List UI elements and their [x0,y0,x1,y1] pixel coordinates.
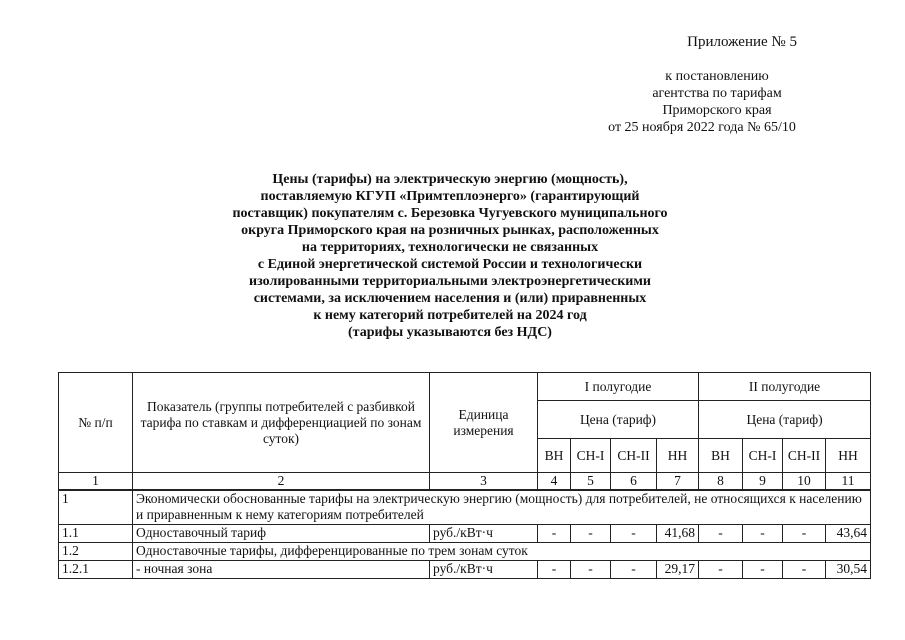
table-row [59,490,871,524]
price-value: 41,68 [657,524,699,542]
row-unit: руб./кВт·ч [430,524,538,542]
price-value: 29,17 [657,560,699,578]
section-title: Экономически обоснованные тарифы на электрическую энергию (мощность) для потребителей, не относящихся к населению и приравненным к нему категориям потребителей [133,490,871,524]
price-value: - [783,524,826,542]
price-value: 43,64 [826,524,871,542]
tariff-table [58,372,871,579]
column-number: 2 [133,473,430,491]
price-value: - [538,560,571,578]
table-row [59,524,871,542]
column-number: 5 [571,473,611,491]
annex-number: Приложение № 5 [687,34,797,50]
price-value: - [699,524,743,542]
title-line: изолированными территориальными электроэнергетическими [249,274,651,289]
decree-line: агентства по тарифам [652,86,782,101]
price-value: - [538,524,571,542]
subheader-nn: НН [826,439,871,473]
row-number: 1.2.1 [59,560,133,578]
title-line: поставляемую КГУП «Примтеплоэнерго» (гарантирующий [260,189,640,204]
row-number: 1.1 [59,524,133,542]
price-value: - [571,524,611,542]
column-number: 8 [699,473,743,491]
title-line: с Единой энергетической системой России и технологически [257,257,643,272]
decree-line: к постановлению [665,69,769,84]
title-line: (тарифы указываются без НДС) [348,325,552,340]
header-price: Цена (тариф) [699,401,871,439]
title-line: к нему категорий потребителей на 2024 год [313,308,587,323]
column-number: 11 [826,473,871,491]
column-number: 4 [538,473,571,491]
price-value: - [743,560,783,578]
document-title [150,171,750,341]
price-value: 30,54 [826,560,871,578]
row-number: 1.2 [59,542,133,560]
column-number: 3 [430,473,538,491]
header-indicator: Показатель (группы потребителей с разбивкой тарифа по ставкам и дифференциацией по зонам суток) [133,373,430,473]
title-line: системами, за исключением населения и (или) приравненных [253,291,647,306]
column-number: 10 [783,473,826,491]
header-price: Цена (тариф) [538,401,699,439]
section-title: Одноставочные тарифы, дифференцированные по трем зонам суток [133,542,871,560]
title-line: Цены (тарифы) на электрическую энергию (мощность), [272,172,628,187]
price-value: - [783,560,826,578]
subheader-sn1: СН-I [571,439,611,473]
column-number: 6 [611,473,657,491]
decree-reference [587,68,847,136]
header-second-half: II полугодие [699,373,871,401]
subheader-sn2: СН-II [611,439,657,473]
column-number: 9 [743,473,783,491]
price-value: - [743,524,783,542]
row-indicator: Одноставочный тариф [133,524,430,542]
title-line: округа Приморского края на розничных рынках, расположенных [241,223,659,238]
subheader-vn: ВН [699,439,743,473]
title-line: на территориях, технологически не связанных [301,240,599,255]
table-row [59,560,871,578]
price-value: - [571,560,611,578]
header-unit: Единица измерения [430,373,538,473]
subheader-vn: ВН [538,439,571,473]
subheader-sn1: СН-I [743,439,783,473]
header-first-half: I полугодие [538,373,699,401]
price-value: - [699,560,743,578]
title-line: поставщик) покупателям с. Березовка Чугуевского муниципального [232,206,668,221]
decree-line: Приморского края [662,103,772,118]
decree-line: от 25 ноября 2022 года № 65/10 [608,120,796,135]
subheader-nn: НН [657,439,699,473]
price-value: - [611,560,657,578]
subheader-sn2: СН-II [783,439,826,473]
column-number: 1 [59,473,133,491]
table-row [59,542,871,560]
price-value: - [611,524,657,542]
row-number: 1 [59,490,133,524]
column-number: 7 [657,473,699,491]
header-number: № п/п [59,373,133,473]
row-unit: руб./кВт·ч [430,560,538,578]
row-indicator: - ночная зона [133,560,430,578]
